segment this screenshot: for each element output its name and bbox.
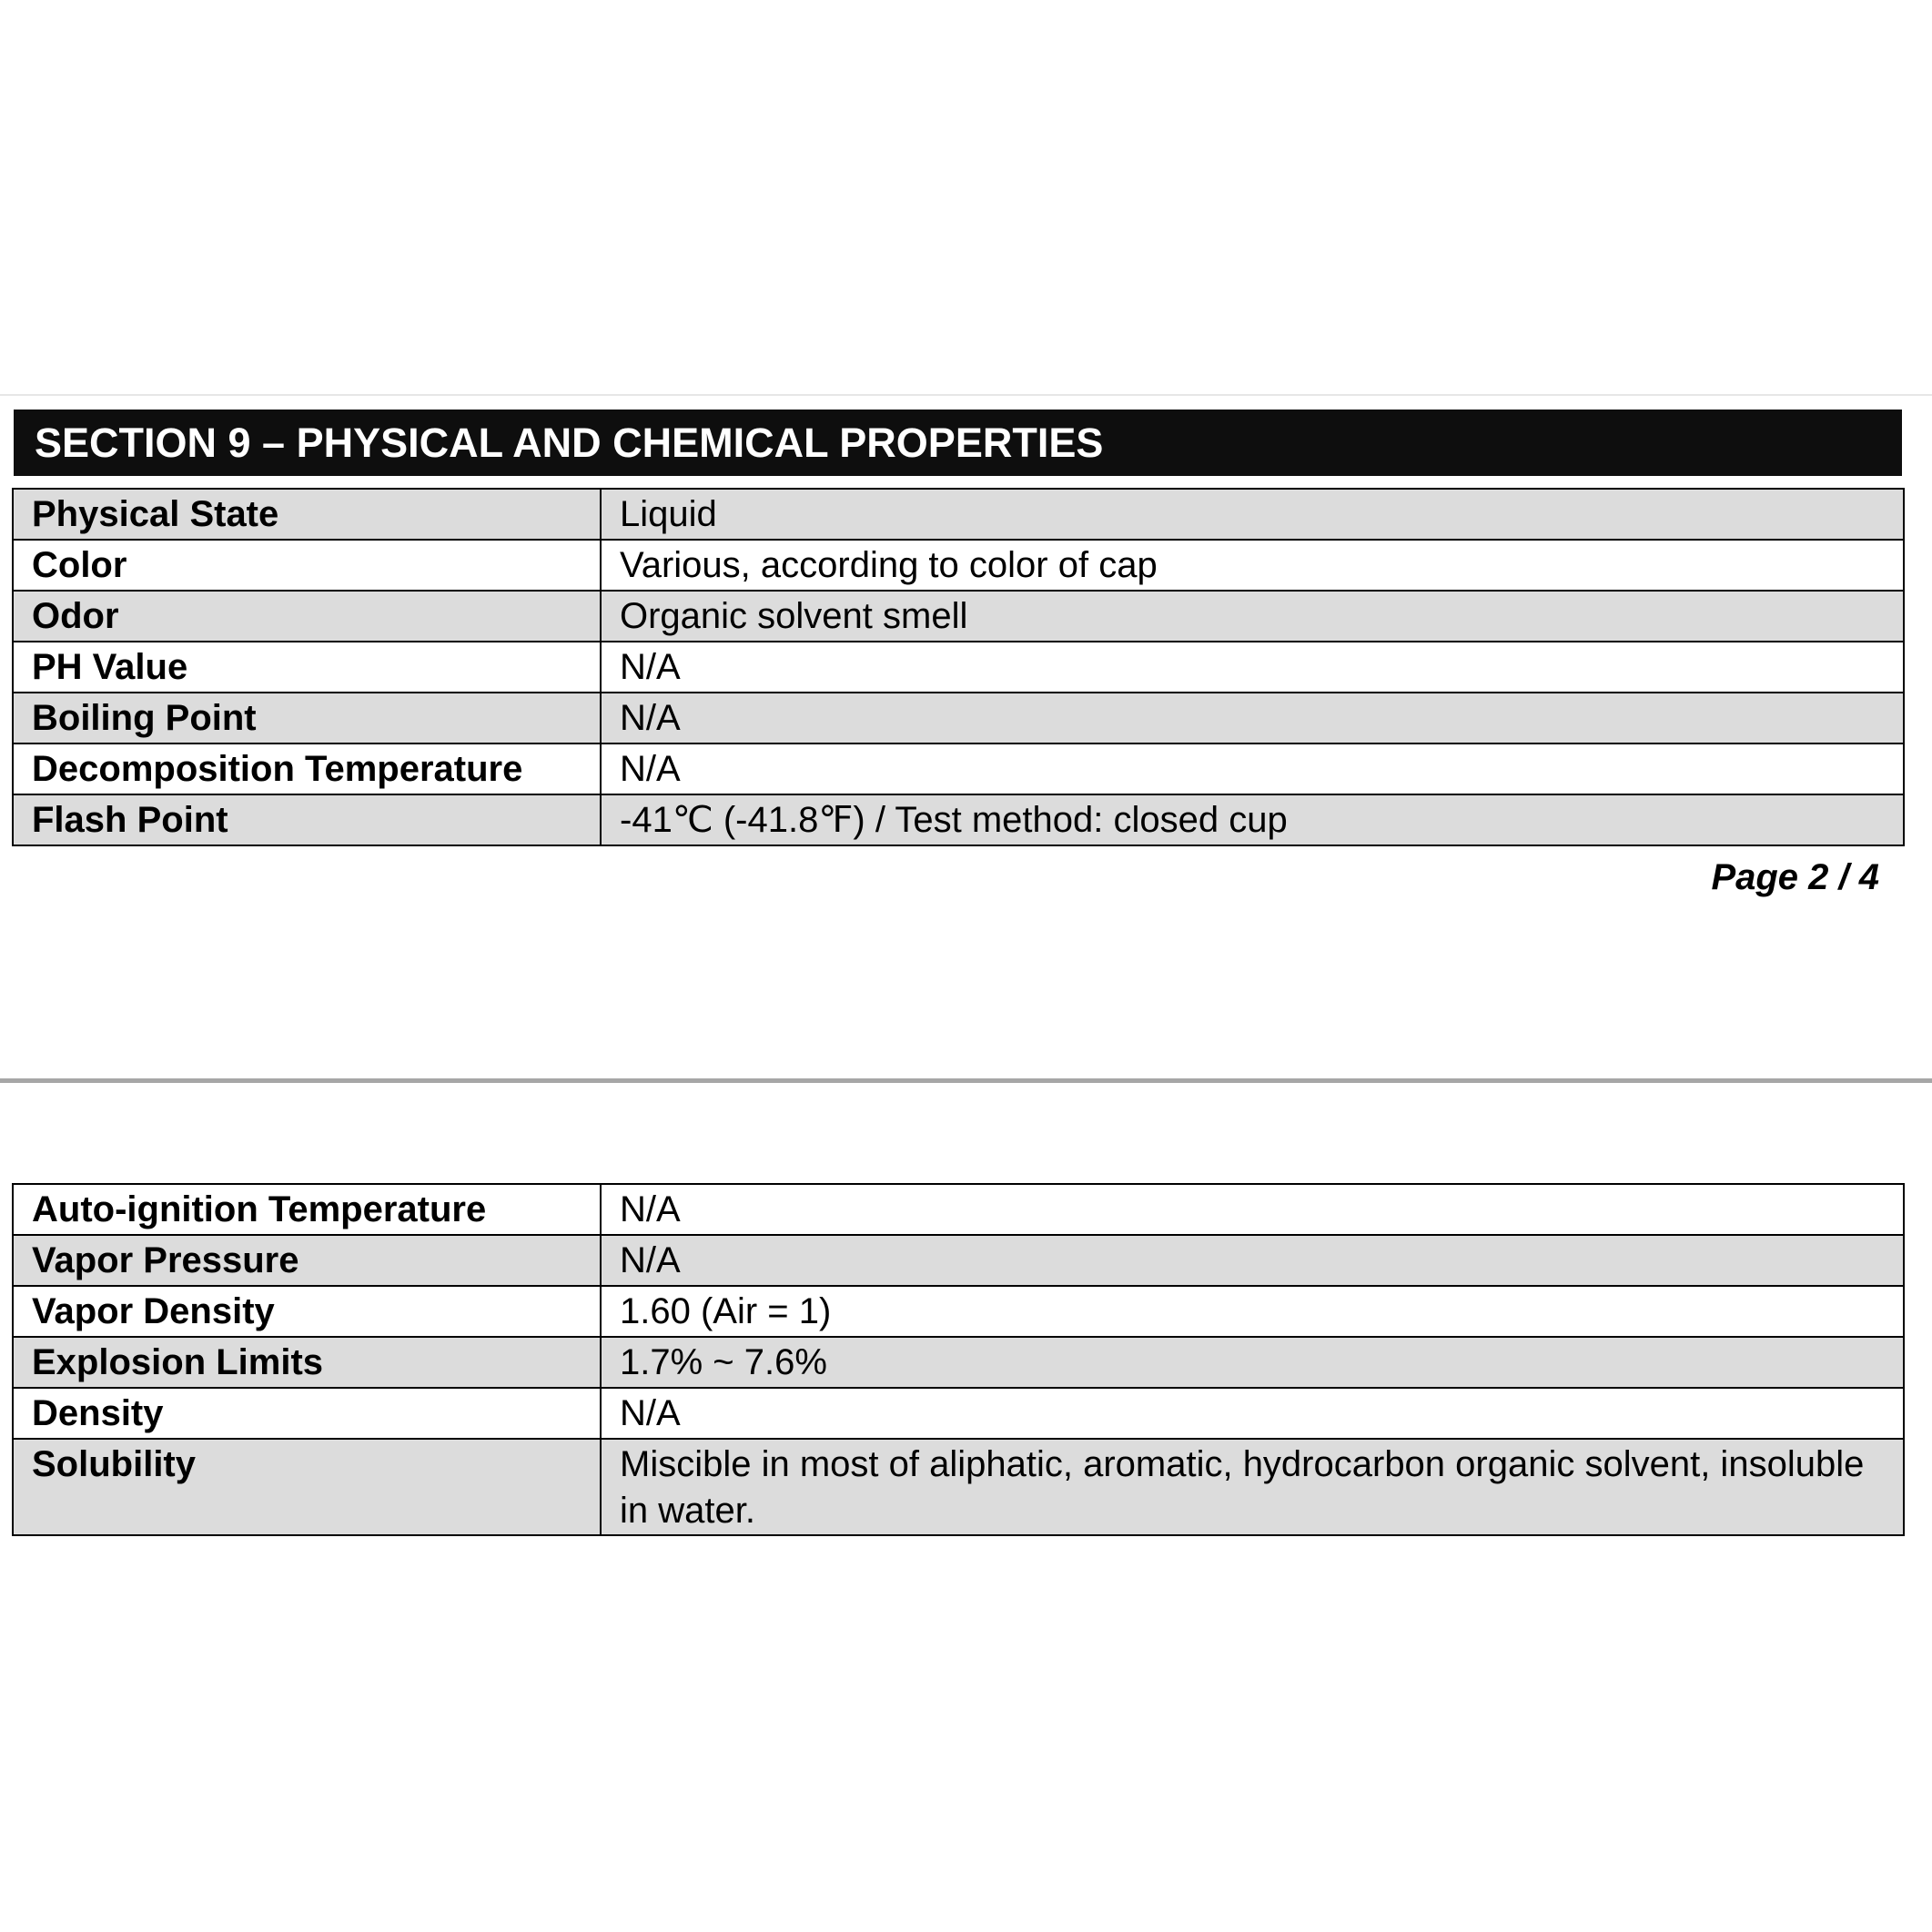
section-9-header: SECTION 9 – PHYSICAL AND CHEMICAL PROPERTIES: [14, 410, 1902, 476]
property-value-density: N/A: [601, 1388, 1904, 1439]
property-label-physical-state: Physical State: [13, 489, 601, 540]
table-row: [13, 642, 1904, 693]
property-label-flash-point: Flash Point: [13, 794, 601, 845]
table-row: [13, 489, 1904, 540]
property-value-vapor-pressure: N/A: [601, 1235, 1904, 1286]
property-value-flash-point: -41℃ (-41.8℉) / Test method: closed cup: [601, 794, 1904, 845]
property-label-density: Density: [13, 1388, 601, 1439]
property-value-vapor-density: 1.60 (Air = 1): [601, 1286, 1904, 1337]
table-row: [13, 743, 1904, 794]
property-value-explosion-limits: 1.7% ~ 7.6%: [601, 1337, 1904, 1388]
table-row: [13, 540, 1904, 591]
property-label-vapor-pressure: Vapor Pressure: [13, 1235, 601, 1286]
property-label-solubility: Solubility: [13, 1439, 601, 1535]
property-label-odor: Odor: [13, 591, 601, 642]
properties-table-page-2: [12, 488, 1905, 846]
property-value-odor: Organic solvent smell: [601, 591, 1904, 642]
property-label-auto-ignition-temperature: Auto-ignition Temperature: [13, 1184, 601, 1235]
table-row: [13, 1337, 1904, 1388]
property-value-solubility: Miscible in most of aliphatic, aromatic, hydrocarbon organic solvent, insoluble in water.: [601, 1439, 1904, 1535]
table-row: [13, 1388, 1904, 1439]
property-value-decomposition-temperature: N/A: [601, 743, 1904, 794]
property-label-explosion-limits: Explosion Limits: [13, 1337, 601, 1388]
property-label-vapor-density: Vapor Density: [13, 1286, 601, 1337]
property-value-color: Various, according to color of cap: [601, 540, 1904, 591]
property-value-physical-state: Liquid: [601, 489, 1904, 540]
property-value-boiling-point: N/A: [601, 693, 1904, 743]
property-value-auto-ignition-temperature: N/A: [601, 1184, 1904, 1235]
table-row: [13, 1286, 1904, 1337]
table-row: [13, 1235, 1904, 1286]
property-value-ph-value: N/A: [601, 642, 1904, 693]
table-row: [13, 1184, 1904, 1235]
properties-table-page-3: [12, 1183, 1905, 1536]
property-label-ph-value: PH Value: [13, 642, 601, 693]
table-row: [13, 794, 1904, 845]
page-top-rule: [0, 394, 1932, 396]
property-label-boiling-point: Boiling Point: [13, 693, 601, 743]
property-label-color: Color: [13, 540, 601, 591]
property-label-decomposition-temperature: Decomposition Temperature: [13, 743, 601, 794]
table-row: [13, 591, 1904, 642]
page-number: Page 2 / 4: [1711, 857, 1879, 897]
table-row: [13, 693, 1904, 743]
table-row: [13, 1439, 1904, 1535]
page-break-divider: [0, 1078, 1932, 1083]
